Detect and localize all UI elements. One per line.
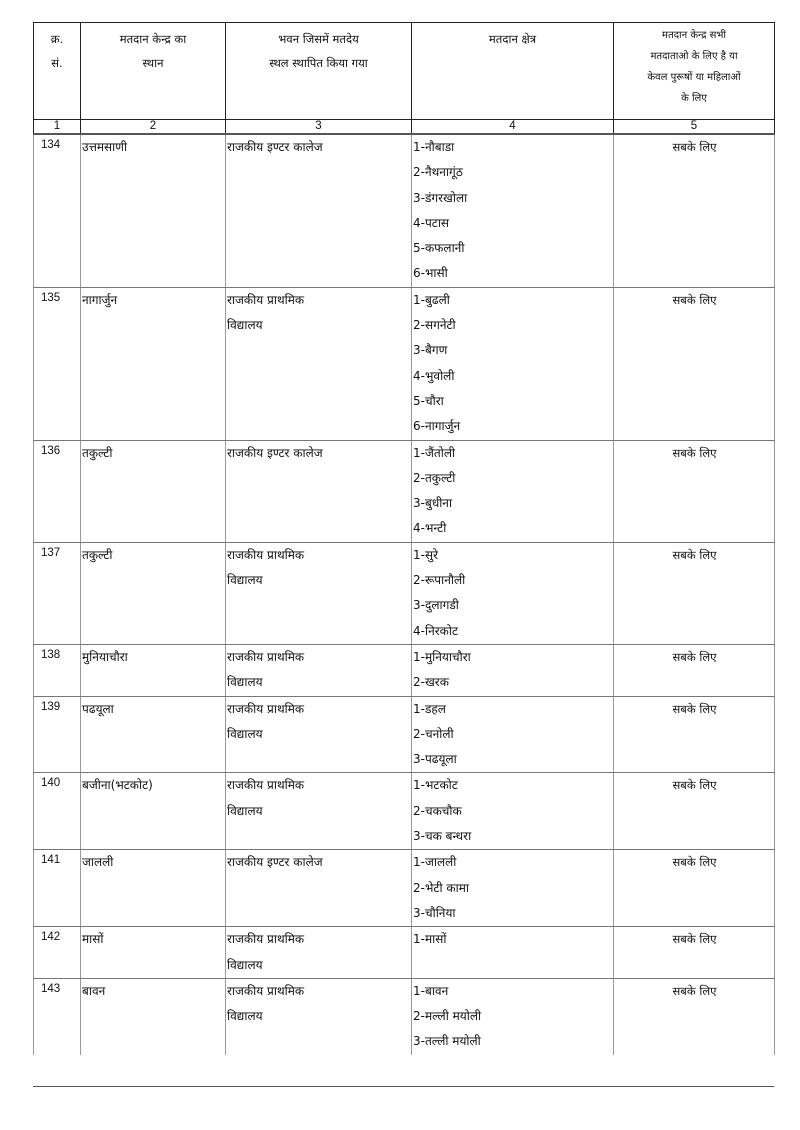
polling-area-cell bbox=[412, 440, 614, 542]
voters-category-cell: सबके लिए bbox=[614, 696, 775, 773]
polling-area-cell bbox=[412, 927, 614, 979]
building-line: राजकीय प्राथमिक bbox=[227, 547, 305, 562]
building-line: राजकीय प्राथमिक bbox=[227, 292, 305, 307]
polling-area-item: 1-बावन bbox=[413, 983, 449, 998]
building-cell: राजकीय इण्टर कालेज bbox=[226, 440, 412, 542]
polling-area-cell bbox=[412, 696, 614, 773]
voters-category-cell: सबके लिए bbox=[614, 440, 775, 542]
table-row bbox=[34, 927, 775, 979]
polling-area-item: 3-पढयूला bbox=[413, 752, 457, 767]
header-line: मतदान केन्द्र का bbox=[119, 32, 187, 46]
polling-area-cell bbox=[412, 978, 614, 1054]
polling-area-item: 2-सगनेटी bbox=[413, 318, 456, 333]
building-cell bbox=[226, 644, 412, 696]
polling-area-item: 1-सुरे bbox=[413, 547, 438, 562]
serial-number-cell: 139 bbox=[34, 696, 81, 773]
building-cell: राजकीय इण्टर कालेज bbox=[226, 850, 412, 927]
location-cell: नागार्जुन bbox=[81, 287, 226, 440]
polling-area-cell bbox=[412, 134, 614, 287]
table-row bbox=[34, 850, 775, 927]
voters-category-cell: सबके लिए bbox=[614, 287, 775, 440]
building-line: विद्यालय bbox=[227, 726, 263, 741]
header-line: केवल पुरूषों या महिलाओं bbox=[647, 72, 741, 83]
polling-area-item: 2-तकुल्टी bbox=[413, 470, 456, 485]
serial-number-cell: 137 bbox=[34, 542, 81, 644]
polling-area-item: 2-रूपानौली bbox=[413, 573, 466, 588]
building-cell: राजकीय इण्टर कालेज bbox=[226, 134, 412, 287]
column-number: 2 bbox=[81, 120, 226, 135]
polling-area-item: 3-बुधीना bbox=[413, 496, 453, 511]
polling-area-item: 1-जैंतोली bbox=[413, 445, 456, 460]
polling-area-item: 1-बुढली bbox=[413, 292, 450, 307]
polling-area-item: 2-नैथनागूंठ bbox=[413, 165, 463, 180]
building-line: राजकीय प्राथमिक bbox=[227, 649, 305, 664]
header-line: मतदान क्षेत्र bbox=[488, 32, 537, 46]
location-cell: मुनियाचौरा bbox=[81, 644, 226, 696]
polling-area-cell bbox=[412, 644, 614, 696]
header-line: मतदान केन्द्र सभी bbox=[662, 30, 726, 41]
header-line: क्र. bbox=[50, 32, 64, 46]
voters-category-cell: सबके लिए bbox=[614, 978, 775, 1054]
polling-area-cell bbox=[412, 287, 614, 440]
polling-area-item: 1-डहल bbox=[413, 701, 446, 716]
building-line: विद्यालय bbox=[227, 675, 263, 690]
building-line: राजकीय प्राथमिक bbox=[227, 932, 305, 947]
column-number: 5 bbox=[614, 120, 775, 135]
table-row bbox=[34, 287, 775, 440]
header-row bbox=[34, 23, 775, 120]
serial-number-cell: 135 bbox=[34, 287, 81, 440]
serial-number-cell: 143 bbox=[34, 978, 81, 1054]
polling-area-item: 1-भटकोट bbox=[413, 778, 458, 793]
polling-area-item: 1-मुनियाचौरा bbox=[413, 649, 471, 664]
column-number: 3 bbox=[226, 120, 412, 135]
column-number: 1 bbox=[34, 120, 81, 135]
building-cell bbox=[226, 927, 412, 979]
header-line: स्थल स्थापित किया गया bbox=[269, 56, 368, 70]
table-row bbox=[34, 440, 775, 542]
location-cell: मासों bbox=[81, 927, 226, 979]
building-line: विद्यालय bbox=[227, 803, 263, 818]
building-cell bbox=[226, 542, 412, 644]
table-row bbox=[34, 644, 775, 696]
building-line: विद्यालय bbox=[227, 573, 263, 588]
table-row bbox=[34, 978, 775, 1054]
location-cell: उत्तमसाणी bbox=[81, 134, 226, 287]
building-cell bbox=[226, 773, 412, 850]
header-line: भवन जिसमें मतदेय bbox=[278, 32, 359, 46]
serial-number-cell: 140 bbox=[34, 773, 81, 850]
building-line: राजकीय प्राथमिक bbox=[227, 778, 305, 793]
column-number-row bbox=[34, 120, 775, 135]
location-cell: बावन bbox=[81, 978, 226, 1054]
table-row bbox=[34, 542, 775, 644]
serial-number-cell: 142 bbox=[34, 927, 81, 979]
building-line: विद्यालय bbox=[227, 957, 263, 972]
polling-area-item: 2-खरक bbox=[413, 675, 449, 690]
polling-area-item: 6-भासी bbox=[413, 266, 448, 281]
polling-area-item: 3-दुलागडी bbox=[413, 598, 459, 613]
table-row bbox=[34, 773, 775, 850]
polling-area-item: 1-जालली bbox=[413, 855, 457, 870]
building-line: राजकीय प्राथमिक bbox=[227, 983, 305, 998]
table-row bbox=[34, 696, 775, 773]
polling-area-item: 5-कफलानी bbox=[413, 241, 465, 256]
polling-area-item: 2-चकचौक bbox=[413, 803, 462, 818]
polling-area-item: 2-चनोली bbox=[413, 726, 454, 741]
voters-category-cell: सबके लिए bbox=[614, 773, 775, 850]
polling-area-item: 1-नौबाडा bbox=[413, 140, 455, 154]
polling-stations-table bbox=[33, 22, 775, 1055]
polling-area-item: 3-चौनिया bbox=[413, 905, 456, 920]
building-line: विद्यालय bbox=[227, 1009, 263, 1024]
polling-area-cell bbox=[412, 773, 614, 850]
polling-area-item: 5-चौरा bbox=[413, 393, 444, 408]
polling-area-item: 4-पटास bbox=[413, 215, 450, 230]
voters-category-cell: सबके लिए bbox=[614, 542, 775, 644]
header-serial-number bbox=[34, 23, 81, 120]
header-polling-area bbox=[412, 23, 614, 120]
location-cell: तकुल्टी bbox=[81, 440, 226, 542]
location-cell: जालली bbox=[81, 850, 226, 927]
location-cell: तकुल्टी bbox=[81, 542, 226, 644]
header-line: के लिए bbox=[681, 93, 707, 104]
polling-area-item: 3-डंगरखोला bbox=[413, 190, 468, 205]
header-polling-center-location bbox=[81, 23, 226, 120]
header-voters-category bbox=[614, 23, 775, 120]
serial-number-cell: 134 bbox=[34, 134, 81, 287]
polling-area-cell bbox=[412, 542, 614, 644]
voters-category-cell: सबके लिए bbox=[614, 134, 775, 287]
building-cell bbox=[226, 978, 412, 1054]
polling-area-item: 4-निरकोट bbox=[413, 623, 459, 638]
location-cell: पढयूला bbox=[81, 696, 226, 773]
polling-area-item: 3-तल्ली मयोली bbox=[413, 1034, 481, 1049]
header-line: मतदाताओ के लिए है या bbox=[650, 51, 738, 62]
building-cell bbox=[226, 287, 412, 440]
polling-area-item: 3-बैगण bbox=[413, 343, 448, 358]
serial-number-cell: 136 bbox=[34, 440, 81, 542]
table-body bbox=[34, 134, 775, 1055]
polling-area-item: 4-भन्टी bbox=[413, 521, 447, 536]
voters-category-cell: सबके लिए bbox=[614, 927, 775, 979]
voters-category-cell: सबके लिए bbox=[614, 644, 775, 696]
polling-area-item: 1-मासों bbox=[413, 932, 447, 947]
voters-category-cell: सबके लिए bbox=[614, 850, 775, 927]
building-cell bbox=[226, 696, 412, 773]
building-line: राजकीय प्राथमिक bbox=[227, 701, 305, 716]
polling-area-cell bbox=[412, 850, 614, 927]
serial-number-cell: 138 bbox=[34, 644, 81, 696]
header-building bbox=[226, 23, 412, 120]
header-line: सं. bbox=[51, 56, 63, 70]
polling-area-item: 2-भेटी कामा bbox=[413, 880, 469, 895]
polling-area-item: 6-नागार्जुन bbox=[413, 419, 461, 434]
table-row bbox=[34, 134, 775, 287]
header-line: स्थान bbox=[142, 56, 164, 70]
column-number: 4 bbox=[412, 120, 614, 135]
polling-area-item: 2-मल्ली मयोली bbox=[413, 1009, 482, 1024]
polling-area-item: 3-चक बन्धरा bbox=[413, 829, 472, 844]
footer-divider bbox=[33, 1086, 774, 1087]
building-line: विद्यालय bbox=[227, 318, 263, 333]
serial-number-cell: 141 bbox=[34, 850, 81, 927]
location-cell: बजीना(भटकोट) bbox=[81, 773, 226, 850]
polling-area-item: 4-भुवोली bbox=[413, 368, 455, 383]
